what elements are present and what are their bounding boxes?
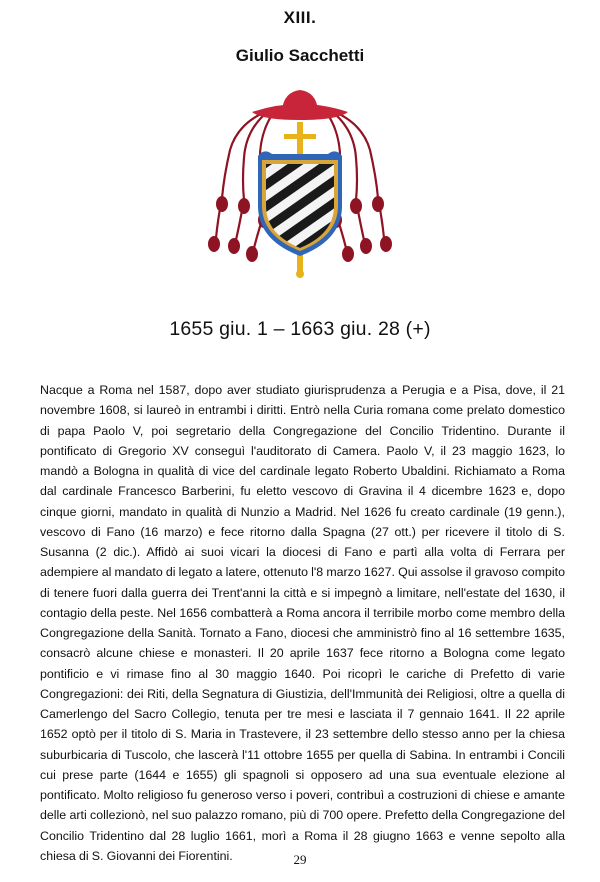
section-numeral: XIII.: [283, 8, 317, 27]
page-number: 29: [293, 852, 307, 867]
tenure-dates: 1655 giu. 1 – 1663 giu. 28 (+): [169, 318, 431, 340]
cardinal-name: Giulio Sacchetti: [235, 46, 365, 65]
biography-text: Nacque a Roma nel 1587, dopo aver studiato giurisprudenza a Perugia e a Pisa, dove, il 21 novembre 1608, si laureò in entrambi i diritti. Entrò nella Curia romana come prelato domestico di papa Paolo V, poi segretario della Congregazione del Concilio Tridentino. Durante il pontificato di Gregorio XV conseguì l'auditorato di Camera. Paolo V, il 23 maggio 1623, lo mandò a Bologna in qualità di vice del cardinale legato Roberto Ubaldini. Richiamato a Roma dal cardinale Francesco Barberini, fu eletto vescovo di Gravina il 4 dicembre 1623 e, dopo cinque giorni, mandato in qualità di Nunzio a Madrid. Nel 1626 fu creato cardinale (19 genn.), vescovo di Fano (16 marzo) e fece ritorno dalla Spagna (27 ott.) per ricevere il titolo di S. Susanna (2 dic.). Affidò ai suoi vicari la diocesi di Fano e partì alla volta di Ferrara per adempiere al mandato di legato a latere, ottenuto l'8 marzo 1627. Qui assolse il gravoso compito di tenere fuori dalla guerra dei Trent'anni la città e si impegnò a limitare, nell'estate del 1630, il contagio della peste. Nel 1656 combatterà a Roma ancora il terribile morbo come membro della Congregazione della Sanità. Tornato a Fano, diocesi che amministrò fino al 16 settembre 1635, consacrò alcune chiese e monasteri. Il 20 aprile 1637 fece ritorno a Bologna come legato pontificio e vi rimase fino al 30 maggio 1640. Poi ricoprì le cariche di Prefetto di varie Congregazioni: dei Riti, della Segnatura di Giustizia, dell'Immunità dei Religiosi, oltre a quella di Camerlengo del Sacro Collegio, tenuta per tre mesi e lasciata il 7 gennaio 1641. Il 22 aprile 1652 optò per il titolo di S. Maria in Trastevere, il 23 settembre dello stesso anno per la chiesa suburbicaria di Tuscolo, che lascerà l'11 ottobre 1655 per quella di Sabina. In entrambi i Concili cui prese parte (1644 e 1655) gli spagnoli si opposero ad una sua eventuale elezione al pontificato. Molto religioso fu generoso verso i poveri, contribuì a costruzioni di chiese e amante delle arti collezionò, nel suo palazzo romano, più di 700 opere. Prefetto della Congregazione del Concilio Tridentino dal 28 luglio 1661, morì a Roma il 28 giugno 1663 e venne sepolto alla chiesa di S. Giovanni dei Fiorentini.: [40, 383, 565, 863]
coat-of-arms-image: [200, 88, 400, 298]
galero-hat: [252, 90, 348, 120]
